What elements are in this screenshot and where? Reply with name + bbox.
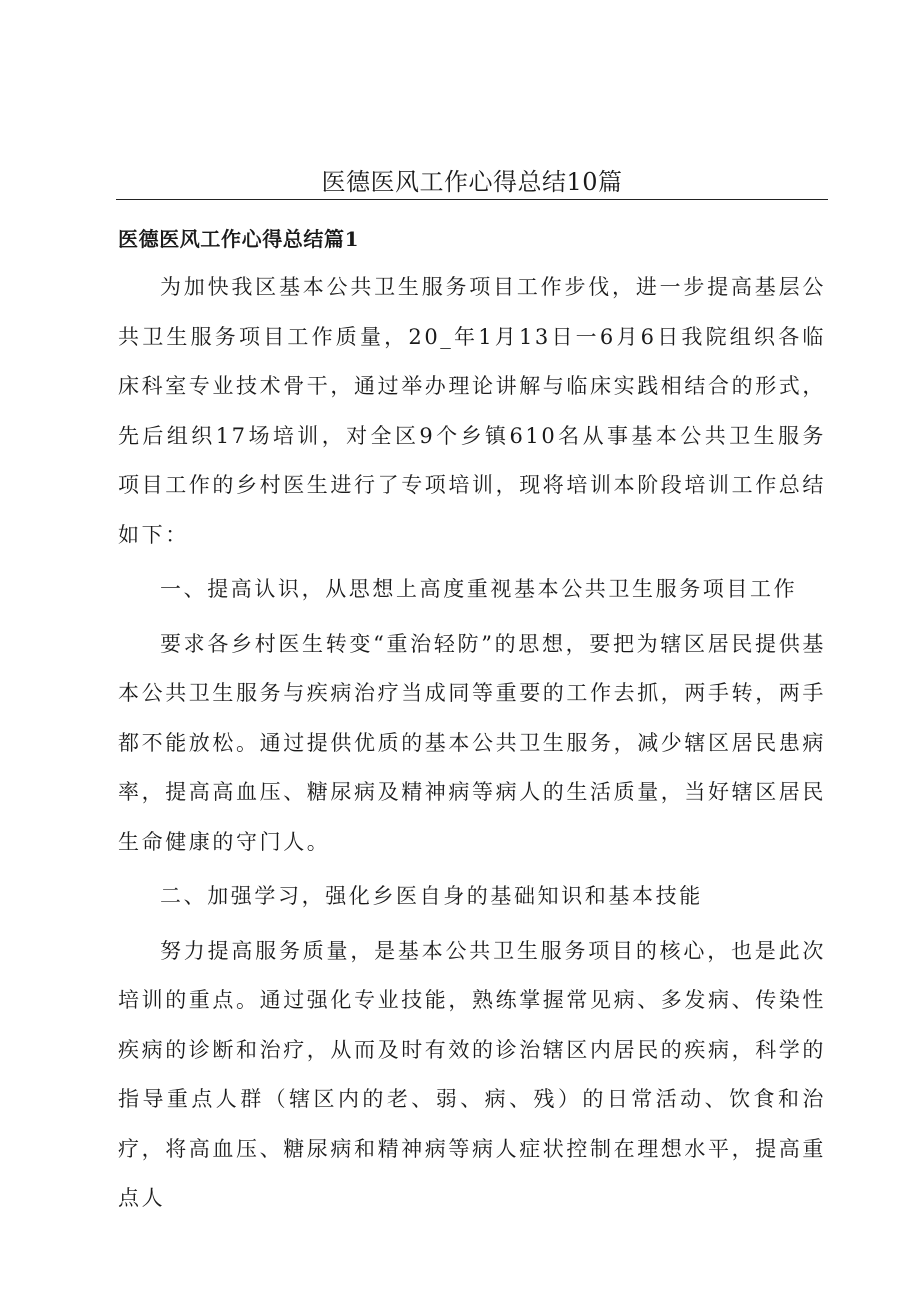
point-two-heading: 二、加强学习，强化乡医自身的基础知识和基本技能 [160,884,703,908]
point-two-paragraph: 努力提高服务质量，是基本公共卫生服务项目的核心，也是此次培训的重点。通过强化专业技能，熟练掌握常见病、多发病、传染性疾病的诊断和治疗，从而及时有效的诊治辖区内居民的疾病，科学的指导重点人群（辖区内的老、弱、病、残）的日常活动、饮食和治疗，将高血压、糖尿病和精神病等病人症状控制在理想水平，提高重点人 [118,938,826,1210]
point-one-heading: 一、提高认识，从思想上高度重视基本公共卫生服务项目工作 [160,577,798,601]
title-underline [116,199,828,200]
intro-paragraph: 为加快我区基本公共卫生服务项目工作步伐，进一步提高基层公共卫生服务项目工作质量，20_年1月13日一6月6日我院组织各临床科室专业技术骨干，通过举办理论讲解与临床实践相结合的形式，先后组织17场培训，对全区9个乡镇610名从事基本公共卫生服务项目工作的乡村医生进行了专项培训，现将培训本阶段培训工作总结如下： [118,275,826,547]
document-title: 医德医风工作心得总结10篇 [321,168,623,196]
section-heading: 医德医风工作心得总结篇1 [118,227,360,251]
point-one-paragraph: 要求各乡村医生转变“重治轻防”的思想，要把为辖区居民提供基本公共卫生服务与疾病治疗当成同等重要的工作去抓，两手转，两手都不能放松。通过提供优质的基本公共卫生服务，减少辖区居民患病率，提高高血压、糖尿病及精神病等病人的生活质量，当好辖区居民生命健康的守门人。 [118,631,826,854]
document-body [118,263,826,1229]
